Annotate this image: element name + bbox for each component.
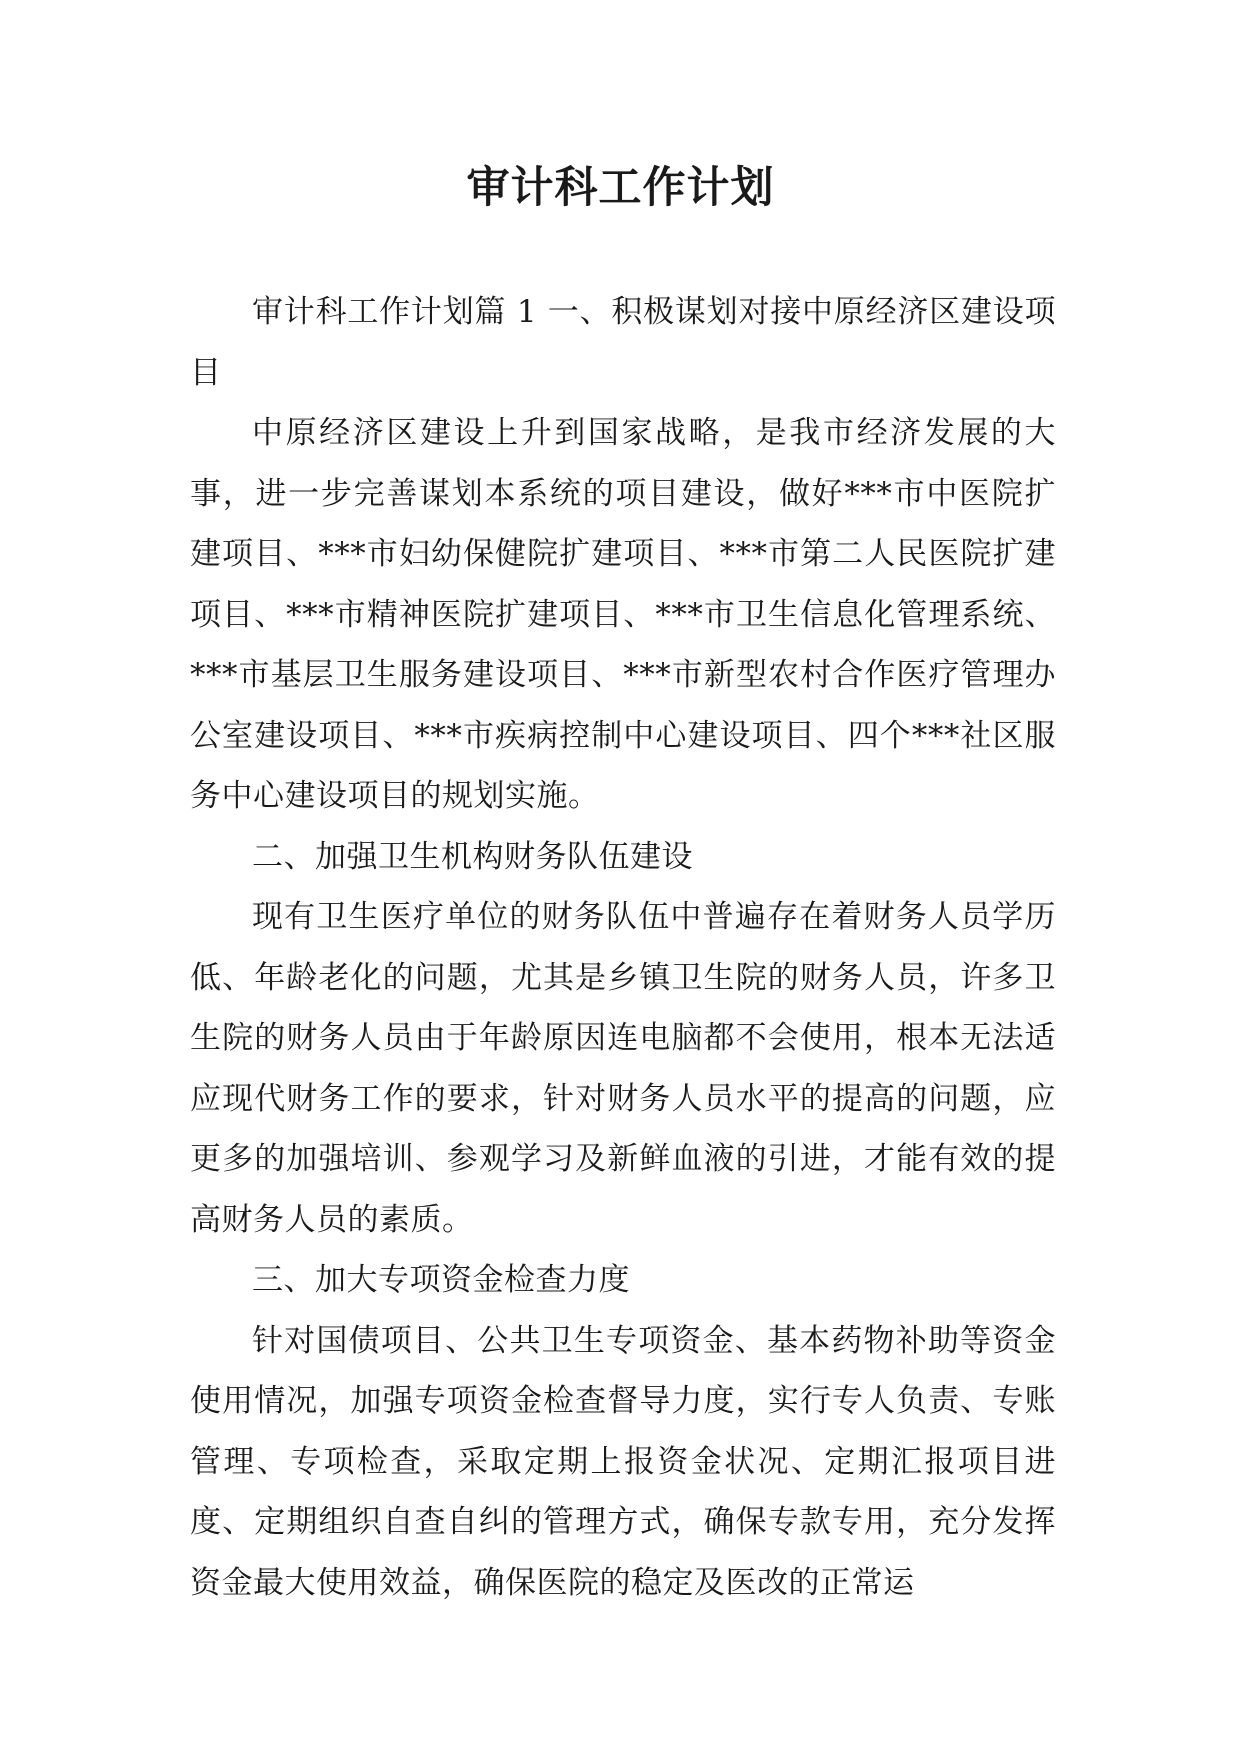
paragraph-finance-team: 现有卫生医疗单位的财务队伍中普遍存在着财务人员学历低、年龄老化的问题，尤其是乡镇卫生院的财务人员，许多卫生院的财务人员由于年龄原因连电脑都不会使用，根本无法适应现代财务工作的要求，针对财务人员水平的提高的问题，应更多的加强培训、参观学习及新鲜血液的引进，才能有效的提高财务人员的素质。 — [190, 899, 1056, 1238]
paragraph-special-funds: 针对国债项目、公共卫生专项资金、基本药物补助等资金使用情况，加强专项资金检查督导力度，实行专人负责、专账管理、专项检查，采取定期上报资金状况、定期汇报项目进度、定期组织自查自纠的管理方式，确保专款专用，充分发挥资金最大使用效益，确保医院的稳定及医改的正常运 — [190, 1322, 1056, 1601]
section-heading-special-funds: 三、加大专项资金检查力度 — [252, 1262, 630, 1298]
document-body — [190, 282, 1056, 1613]
paragraph-project-planning: 中原经济区建设上升到国家战略，是我市经济发展的大事，进一步完善谋划本系统的项目建设，做好***市中医院扩建项目、***市妇幼保健院扩建项目、***市第二人民医院扩建项目、***市精神医院扩建项目、***市卫生信息化管理系统、***市基层卫生服务建设项目、***市新型农村合作医疗管理办公室建设项目、***市疾病控制中心建设项目、四个***社区服务中心建设项目的规划实施。 — [190, 415, 1056, 814]
paragraph-intro-heading: 审计科工作计划篇 1 一、积极谋划对接中原经济区建设项目 — [190, 294, 1056, 391]
section-heading-finance-team: 二、加强卫生机构财务队伍建设 — [252, 838, 693, 875]
document-title: 审计科工作计划 — [466, 163, 775, 213]
